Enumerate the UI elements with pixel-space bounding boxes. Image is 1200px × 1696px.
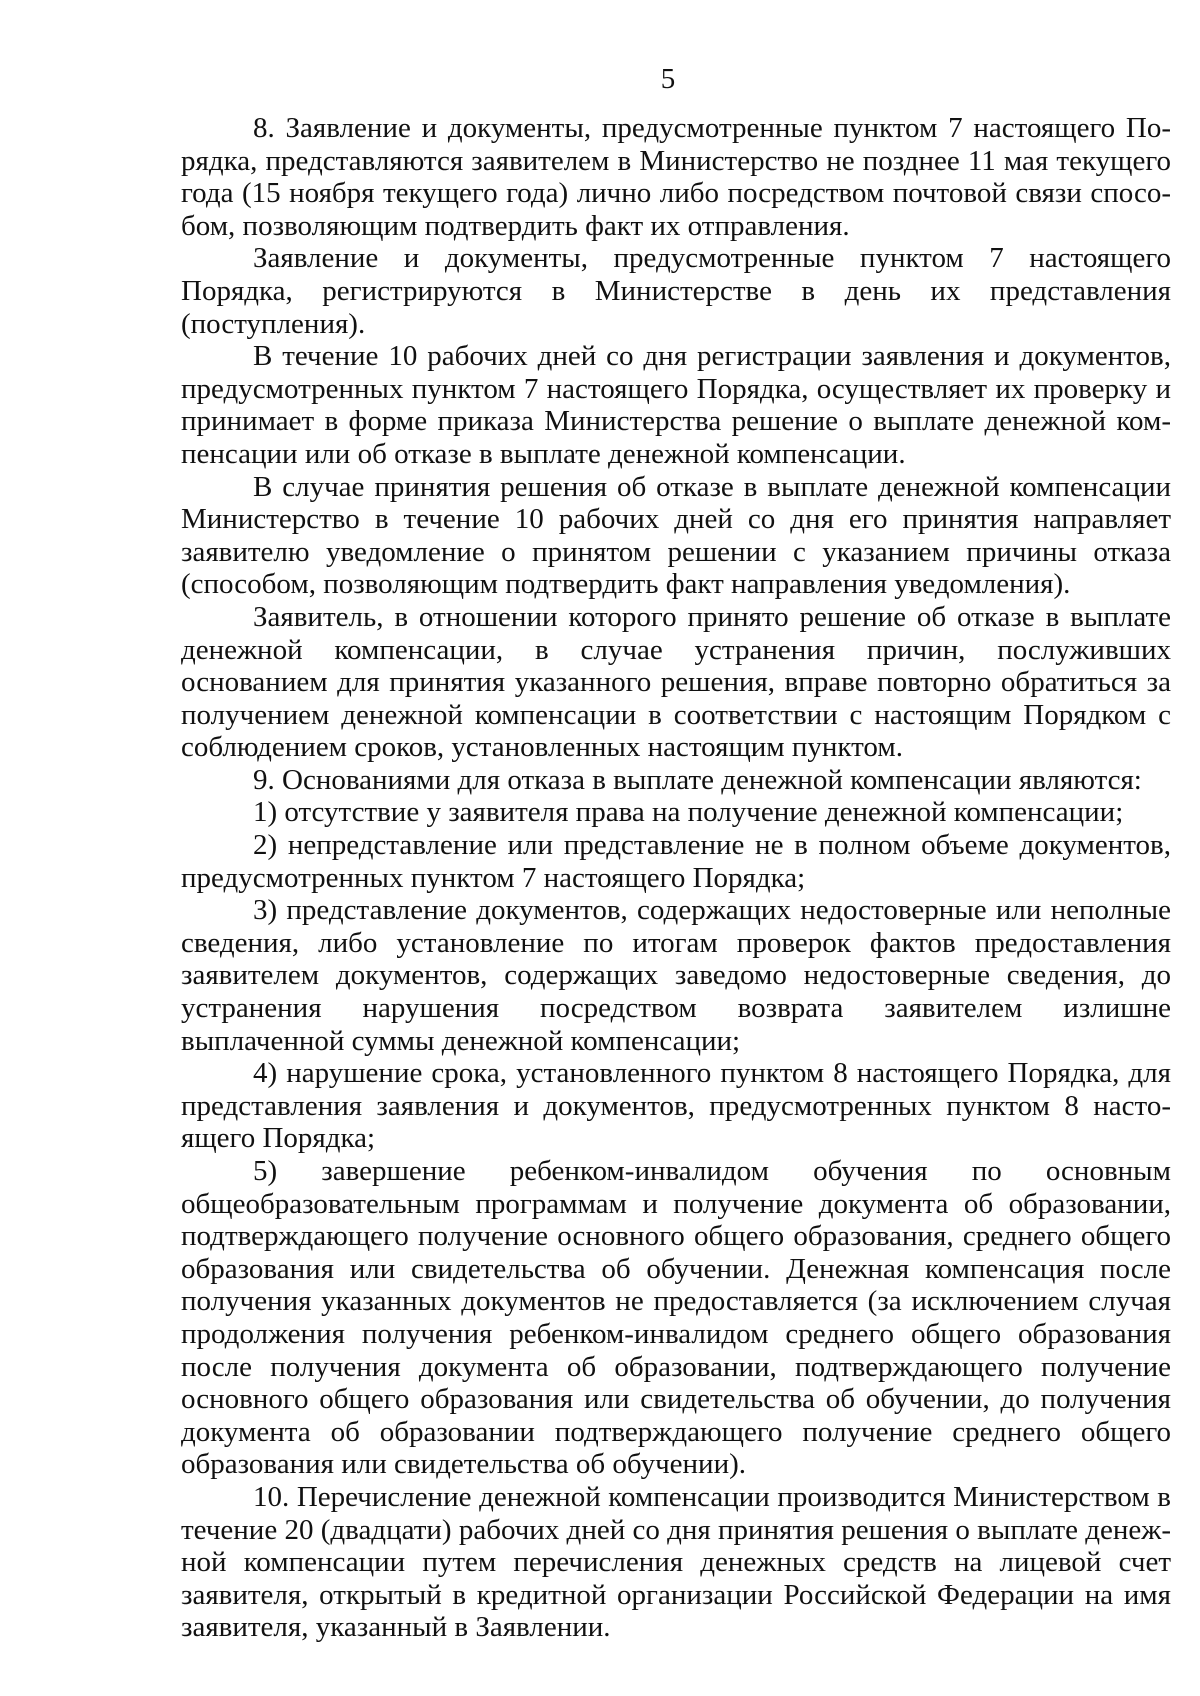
paragraph-9-refusal-grounds: 9. Основаниями для отказа в выплате денежной компенсации являются:: [253, 763, 1142, 796]
list-item-ground-4: 4) нарушение срока, установленного пунктом 8 настоящего Порядка, для представления заявления и документов, предусмотренных пунктом 8 настоящего Порядка;: [181, 1057, 1171, 1155]
list-item-ground-3: 3) представление документов, содержащих недостоверные или неполные сведения, либо установление по итогам проверок фактов предоставления заявителем документов, содержащих заведомо недостоверные сведения, до устранения нарушения посредством возврата заявителем излишне выплаченной суммы денежной компенсации;: [181, 894, 1171, 1057]
page-number: 5: [660, 63, 676, 95]
list-item-ground-5: 5) завершение ребенком-инвалидом обучения по основным общеобразовательным программам и получение документа об образовании, подтверждающего получение основного общего образования, среднего общего образования или свидетельства об обучении. Денежная компенсация после получения указанных документов не предоставляется (за исключением случая продолжения получения ребенком-инвалидом среднего общего образования после получения документа об образовании, подтверждающего получение основного общего образования или свидетельства об обучении, до получения документа об образовании подтверждающего получение среднего общего образования или свидетельства об обучении).: [181, 1155, 1171, 1481]
list-item-ground-1: 1) отсутствие у заявителя права на получение денежной компенсации;: [253, 796, 1124, 829]
paragraph-10-payment: 10. Перечисление денежной компенсации производится Министерством в течение 20 (двадцати) рабочих дней со дня принятия решения о выплате денежной компенсации путем перечисления денежных средств на лицевой счет заявителя, открытый в кредитной организации Российской Федерации на имя заявителя, указанный в Заявлении.: [181, 1480, 1171, 1644]
paragraph-8-submission: 8. Заявление и документы, предусмотренные пунктом 7 настоящего Порядка, представляются заявителем в Министерство не позднее 11 мая текущего года (15 ноября текущего года) лично либо посредством почтовой связи способом, позволяющим подтвердить факт их отправления.: [181, 112, 1171, 242]
list-item-ground-2: 2) непредставление или представление не в полном объеме документов, предусмотренных пунктом 7 настоящего Порядка;: [181, 829, 1171, 894]
paragraph-registration: Заявление и документы, предусмотренные пунктом 7 настоящего Порядка, регистрируются в Министерстве в день их представления (поступления).: [181, 242, 1171, 340]
paragraph-review-period: В течение 10 рабочих дней со дня регистрации заявления и документов, предусмотренных пунктом 7 настоящего Порядка, осуществляет их проверку и принимает в форме приказа Министерства решение о выплате денежной компенсации или об отказе в выплате денежной компенсации.: [181, 340, 1171, 470]
document-body: [181, 112, 1171, 1644]
paragraph-reapplication: Заявитель, в отношении которого принято решение об отказе в выплате денежной компенсации, в случае устранения причин, послуживших основанием для принятия указанного решения, вправе повторно обратиться за получением денежной компенсации в соответствии с настоящим Порядком с соблюдением сроков, установленных настоящим пунктом.: [181, 600, 1171, 764]
paragraph-refusal-notice: В случае принятия решения об отказе в выплате денежной компенсации Министерство в течение 10 рабочих дней со дня его принятия направляет заявителю уведомление о принятом решении с указанием причины отказа (способом, позволяющим подтвердить факт направления уведомления).: [181, 470, 1171, 601]
